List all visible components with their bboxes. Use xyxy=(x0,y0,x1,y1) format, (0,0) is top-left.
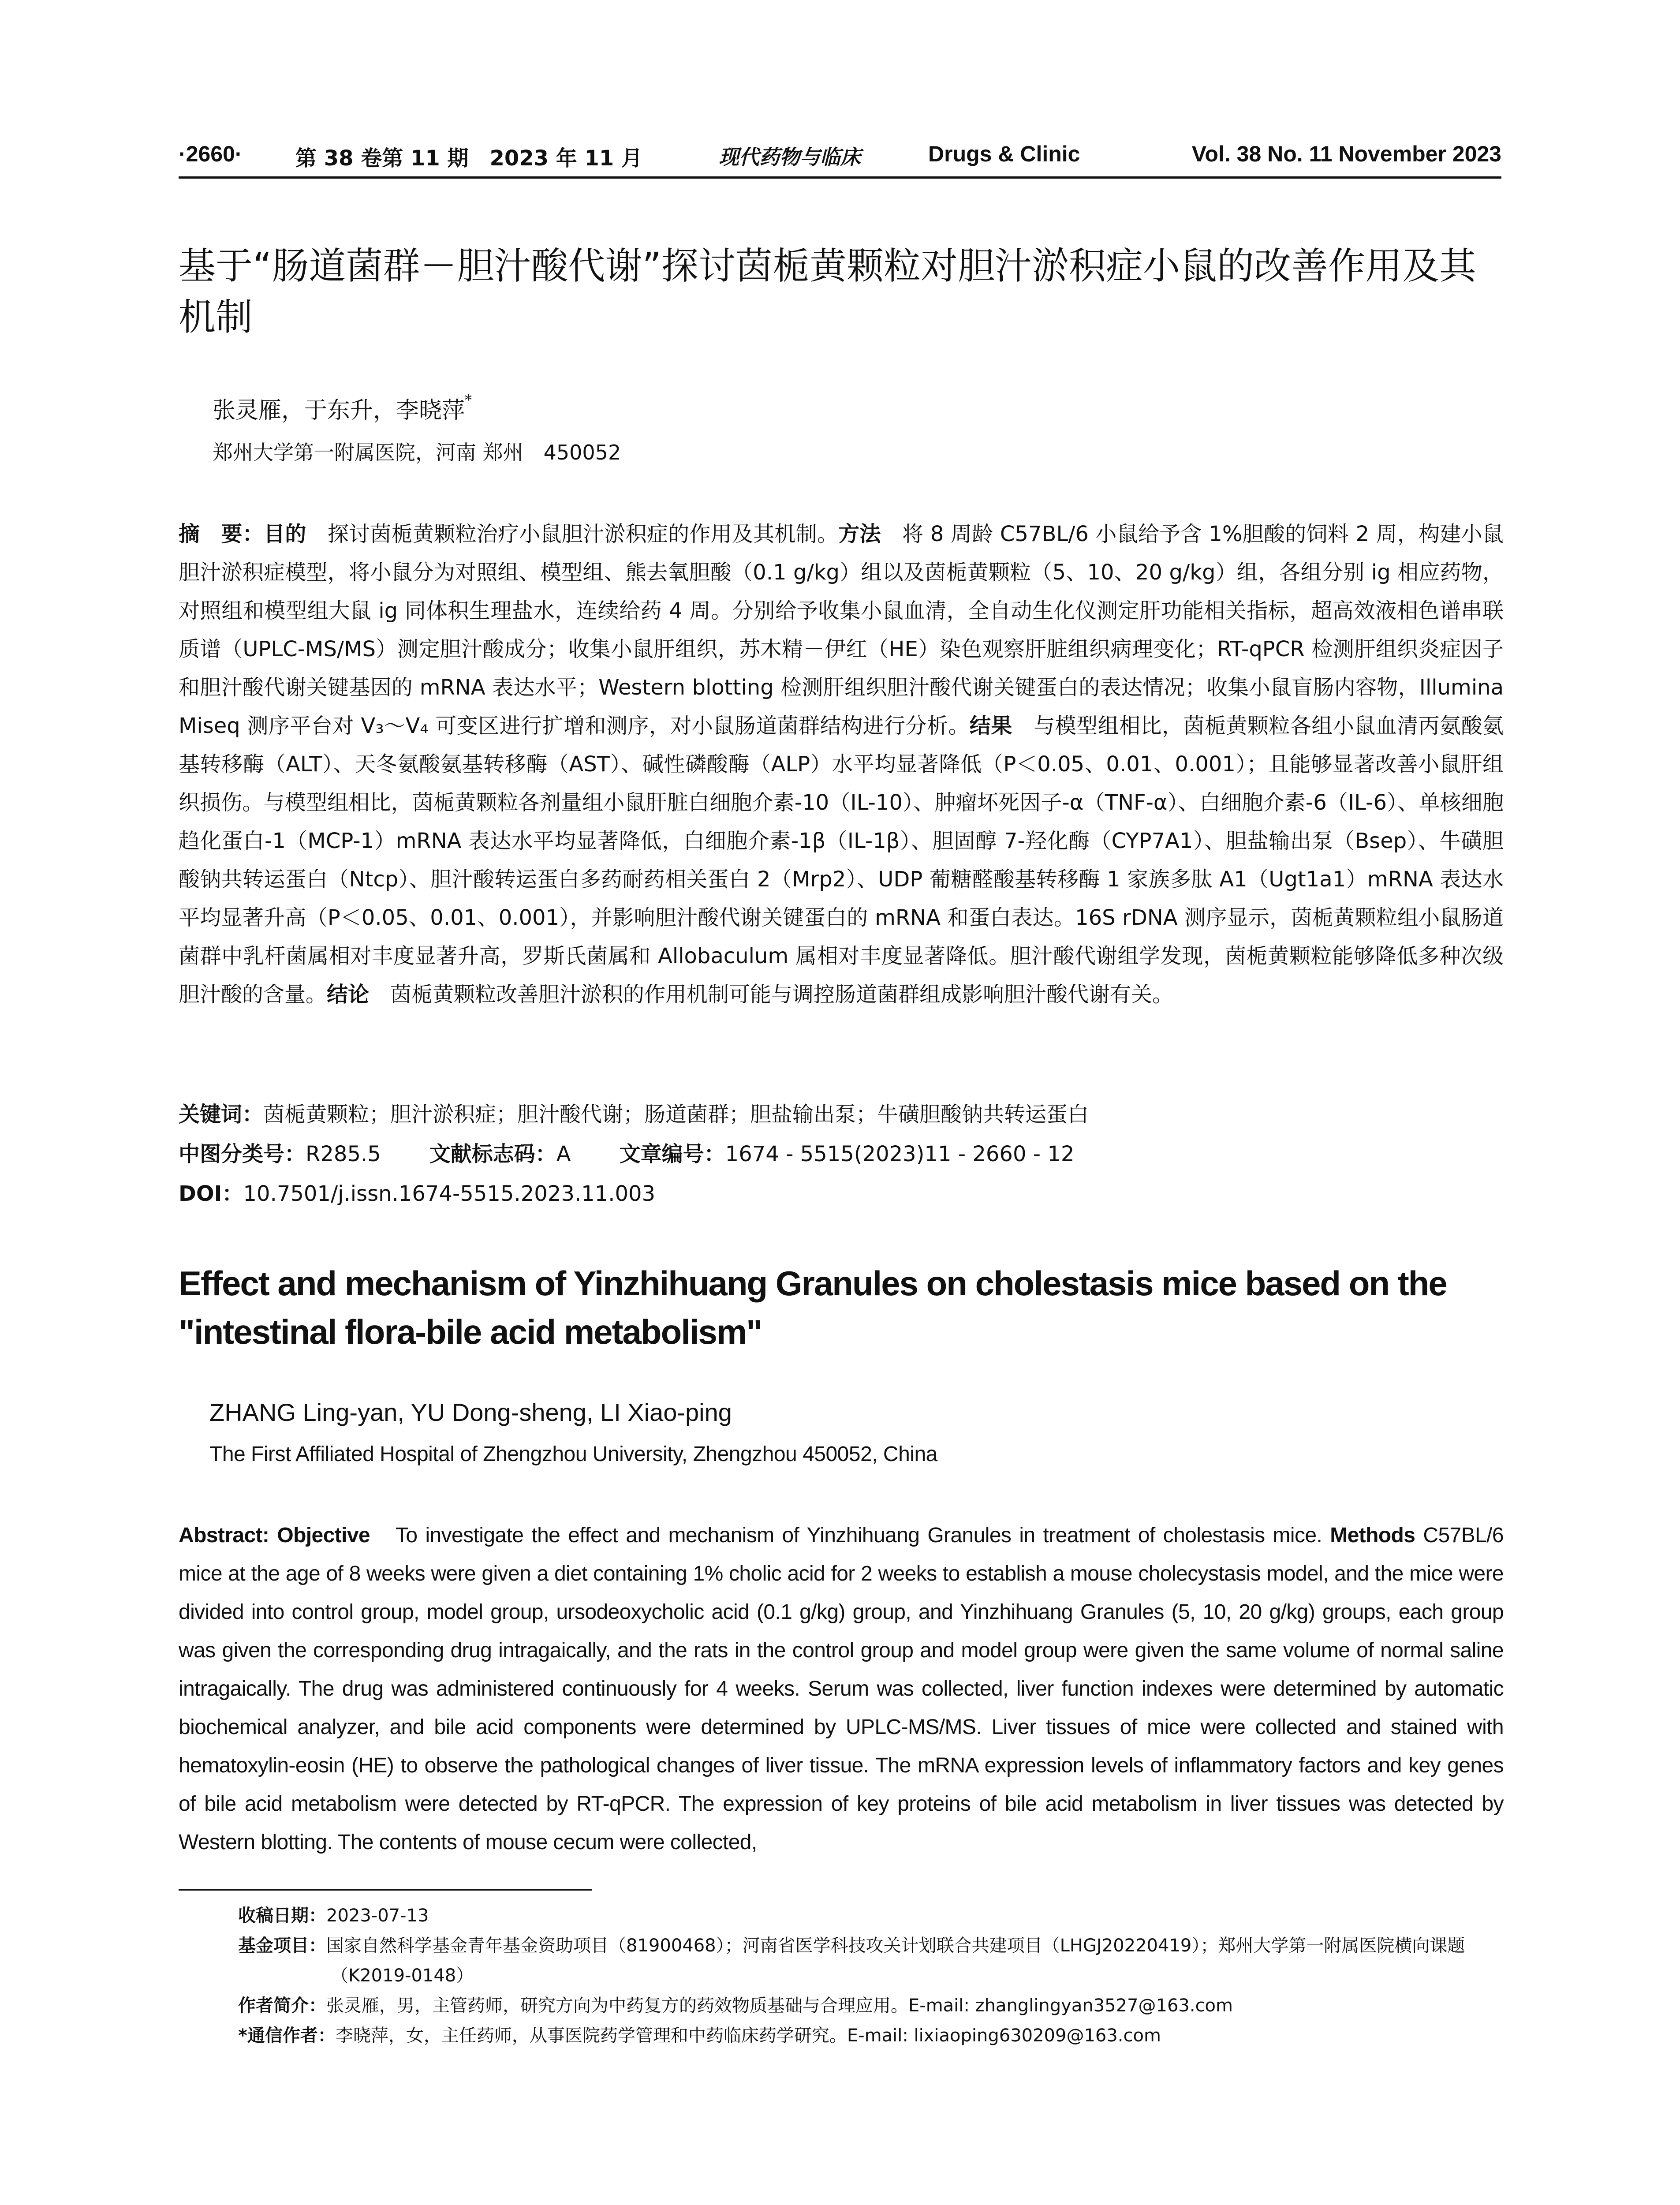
objective-cn-label: 目的 xyxy=(264,522,306,546)
footnote-author xyxy=(238,1991,1504,2021)
article-no-value: 1674 - 5515(2023)11 - 2660 - 12 xyxy=(725,1142,1075,1166)
objective-en-label: Objective xyxy=(277,1524,370,1547)
methods-cn: 将 8 周龄 C57BL/6 小鼠给予含 1%胆酸的饲料 2 周，构建小鼠胆汁淤积症模型，将小鼠分为对照组、模型组、熊去氧胆酸（0.1 g/kg）组以及茵栀黄颗粒（5、10、20 g/kg）组，各组分别 ig 相应药物，对照组和模型组大鼠 ig 同体积生理盐水，连续给药 4 周。分别给予收集小鼠血清，全自动生化仪测定肝功能相关指标，超高效液相色谱串联质谱（UPLC-MS/MS）测定胆汁酸成分；收集小鼠肝组织，苏木精－伊红（HE）染色观察肝脏组织病理变化；RT-qPCR 检测肝组织炎症因子和胆汁酸代谢关键基因的 mRNA 表达水平；Western blotting 检测肝组织胆汁酸代谢关键蛋白的表达情况；收集小鼠盲肠内容物，Illumina Miseq 测序平台对 V₃～V₄ 可变区进行扩增和测序，对小鼠肠道菌群结构进行分析。 xyxy=(179,522,1504,738)
doi-label: DOI： xyxy=(179,1181,243,1206)
abstract-en xyxy=(179,1516,1504,1861)
article-title-en: Effect and mechanism of Yinzhihuang Granules on cholestasis mice based on the "intestinal flora-bile acid metabolism" xyxy=(179,1264,1447,1351)
doc-code-label: 文献标志码： xyxy=(429,1142,556,1166)
fund-label: 基金项目： xyxy=(238,1936,326,1956)
author-bio-label: 作者简介： xyxy=(238,1996,326,2016)
issue-en: Vol. 38 No. 11 November 2023 xyxy=(1191,142,1501,166)
methods-en: C57BL/6 mice at the age of 8 weeks were given a diet containing 1% cholic acid for 2 weeks to establish a mouse cholecystasis model, and the mice were divided into control group, model group, ursodeoxycholic acid (0.1 g/kg) group, and Yinzhihuang Granules (5, 10, 20 g/kg) groups, each group was given the corresponding drug intragaically, and the rats in the control group and model group were given the same volume of normal saline intragaically. The drug was administered continuously for 4 weeks. Serum was collected, liver function indexes were determined by automatic biochemical analyzer, and bile acid components were determined by UPLC-MS/MS. Liver tissues of mice were collected and stained with hematoxylin-eosin (HE) to observe the pathological changes of liver tissue. The mRNA expression levels of inflammatory factors and key genes of bile acid metabolism were detected by RT-qPCR. The expression of key proteins of bile acid metabolism in liver tissues was detected by Western blotting. The contents of mouse cecum were collected, xyxy=(179,1524,1504,1854)
journal-name-en: Drugs & Clinic xyxy=(928,142,1080,166)
keywords-cn-label: 关键词： xyxy=(179,1102,264,1127)
authors-cn-names: 张灵雁，于东升，李晓萍 xyxy=(213,397,465,424)
article-title-cn: 基于“肠道菌群－胆汁酸代谢”探讨茵栀黄颗粒对胆汁淤积症小鼠的改善作用及其机制 xyxy=(179,244,1477,339)
results-cn: 与模型组相比，茵栀黄颗粒各组小鼠血清丙氨酸氨基转移酶（ALT）、天冬氨酸氨基转移酶（AST）、碱性磷酸酶（ALP）水平均显著降低（P＜0.05、0.01、0.001）；且能够显著改善小鼠肝组织损伤。与模型组相比，茵栀黄颗粒各剂量组小鼠肝脏白细胞介素-10（IL-10）、肿瘤坏死因子-α（TNF-α）、白细胞介素-6（IL-6）、单核细胞趋化蛋白-1（MCP-1）mRNA 表达水平均显著降低，白细胞介素-1β（IL-1β）、胆固醇 7-羟化酶（CYP7A1）、胆盐输出泵（Bsep）、牛磺胆酸钠共转运蛋白（Ntcp）、胆汁酸转运蛋白多药耐药相关蛋白 2（Mrp2）、UDP 葡糖醛酸基转移酶 1 家族多肽 A1（Ugt1a1）mRNA 表达水平均显著升高（P＜0.05、0.01、0.001），并影响胆汁酸代谢关键蛋白的 mRNA 和蛋白表达。16S rDNA 测序显示，茵栀黄颗粒组小鼠肠道菌群中乳杆菌属相对丰度显著升高，罗斯氏菌属和 Allobaculum 属相对丰度显著降低。胆汁酸代谢组学发现，茵栀黄颗粒能够降低多种次级胆汁酸的含量。 xyxy=(179,714,1504,1007)
page-number: ·2660· xyxy=(179,142,243,166)
corresponding-label: *通信作者： xyxy=(238,2026,336,2046)
affiliation-cn: 郑州大学第一附属医院，河南 郑州 450052 xyxy=(213,441,621,464)
keywords-cn: 茵栀黄颗粒；胆汁淤积症；胆汁酸代谢；肠道菌群；胆盐输出泵；牛磺胆酸钠共转运蛋白 xyxy=(263,1102,1089,1127)
methods-cn-label: 方法 xyxy=(838,522,881,546)
conclusion-cn-label: 结论 xyxy=(327,982,370,1007)
doc-code-value: A xyxy=(556,1142,571,1166)
authors-cn xyxy=(213,392,472,425)
running-header xyxy=(179,141,1501,173)
doi-line xyxy=(179,1177,655,1207)
keywords-cn-line xyxy=(179,1097,1089,1128)
abstract-cn xyxy=(179,515,1504,1014)
results-cn-label: 结果 xyxy=(969,714,1012,738)
footnote-corresponding xyxy=(238,2021,1504,2051)
article-no-label: 文章编号： xyxy=(619,1142,725,1166)
classification-line xyxy=(179,1137,1074,1167)
affiliation-en: The First Affiliated Hospital of Zhengzhou University, Zhengzhou 450052, China xyxy=(209,1443,937,1466)
corresponding-mark: * xyxy=(465,392,472,408)
journal-name-cn: 现代药物与临床 xyxy=(719,145,861,169)
abstract-cn-label: 摘 要： xyxy=(179,522,264,546)
doi-value: 10.7501/j.issn.1674-5515.2023.11.003 xyxy=(243,1181,656,1206)
abstract-en-label: Abstract: xyxy=(179,1524,269,1547)
objective-en: To investigate the effect and mechanism of Yinzhihuang Granules in treatment of cholestasis mice. xyxy=(370,1524,1322,1547)
footnote-fund xyxy=(238,1931,1504,1991)
received-label: 收稿日期： xyxy=(238,1906,326,1926)
footnotes xyxy=(238,1901,1504,2051)
author-bio: 张灵雁，男，主管药师，研究方向为中药复方的药效物质基础与合理应用。E-mail: zhanglingyan3527@163.com xyxy=(326,1996,1233,2016)
issue-cn: 第 38 卷第 11 期 2023 年 11 月 xyxy=(295,146,642,171)
header-rule xyxy=(179,176,1501,179)
corresponding-text: 李晓萍，女，主任药师，从事医院药学管理和中药临床药学研究。E-mail: lixiaoping630209@163.com xyxy=(335,2026,1161,2046)
clc-value: R285.5 xyxy=(306,1142,381,1166)
footnote-received xyxy=(238,1901,1504,1931)
clc-label: 中图分类号： xyxy=(179,1142,306,1166)
fund-text: 国家自然科学基金青年基金资助项目（81900468）；河南省医学科技攻关计划联合共建项目（LHGJ20220419）；郑州大学第一附属医院横向课题（K2019-0148） xyxy=(326,1936,1465,1986)
methods-en-label: Methods xyxy=(1330,1524,1415,1547)
authors-en: ZHANG Ling-yan, YU Dong-sheng, LI Xiao-ping xyxy=(209,1398,732,1426)
footnote-rule xyxy=(179,1889,592,1891)
objective-cn: 探讨茵栀黄颗粒治疗小鼠胆汁淤积症的作用及其机制。 xyxy=(306,522,839,546)
received-date: 2023-07-13 xyxy=(326,1906,429,1926)
conclusion-cn: 茵栀黄颗粒改善胆汁淤积的作用机制可能与调控肠道菌群组成影响胆汁酸代谢有关。 xyxy=(369,982,1174,1007)
